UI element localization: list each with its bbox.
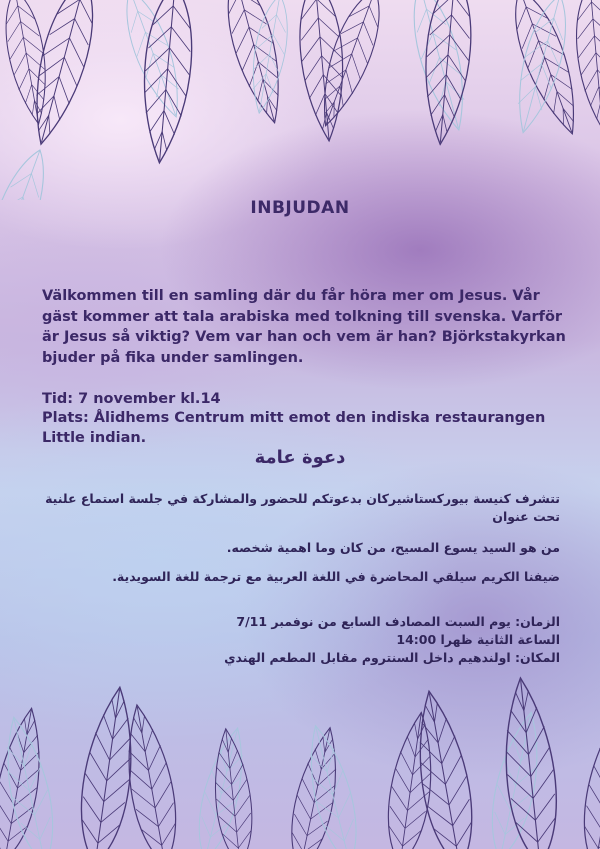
time-line: Tid: 7 november kl.14 xyxy=(42,391,221,407)
arabic-date-line: الزمان: يوم السبت المصادف السابع من نوفمبر 7/11 xyxy=(236,614,560,629)
arabic-hour-line: الساعة الثانية ظهرا 14:00 xyxy=(396,632,560,647)
arabic-paragraph-2: من هو السيد يسوع المسيح، من كان وما اهمية شخصه. xyxy=(226,540,560,555)
invitation-title: INBJUDAN xyxy=(250,198,350,218)
arabic-paragraph-1: تتشرف كنيسة بيوركستاشيركان بدعوتكم للحضور والمشاركة في جلسة استماع علنية تحت عنوان xyxy=(45,491,560,524)
arabic-place-line: المكان: اولندهيم داخل السنتروم مقابل المطعم الهندي xyxy=(224,650,560,665)
arabic-paragraph-3: ضيفنا الكريم سيلقي المحاضرة في اللغة العربية مع ترجمة للغة السويدية. xyxy=(112,569,560,584)
top-leaf-decoration xyxy=(0,0,600,200)
arabic-title: دعوة عامة xyxy=(254,447,346,468)
bottom-leaf-decoration xyxy=(0,649,600,849)
place-line: Plats: Ålidhems Centrum mitt emot den indiska restaurangen Little indian. xyxy=(42,410,546,446)
swedish-body-text: Välkommen till en samling där du får höra mer om Jesus. Vår gäst kommer att tala arabiska med tolkning till svenska. Varför är Jesus så viktig? Vem var han och vem är han? Björkstakyrkan bjuder på fika under samlingen. xyxy=(42,288,566,366)
